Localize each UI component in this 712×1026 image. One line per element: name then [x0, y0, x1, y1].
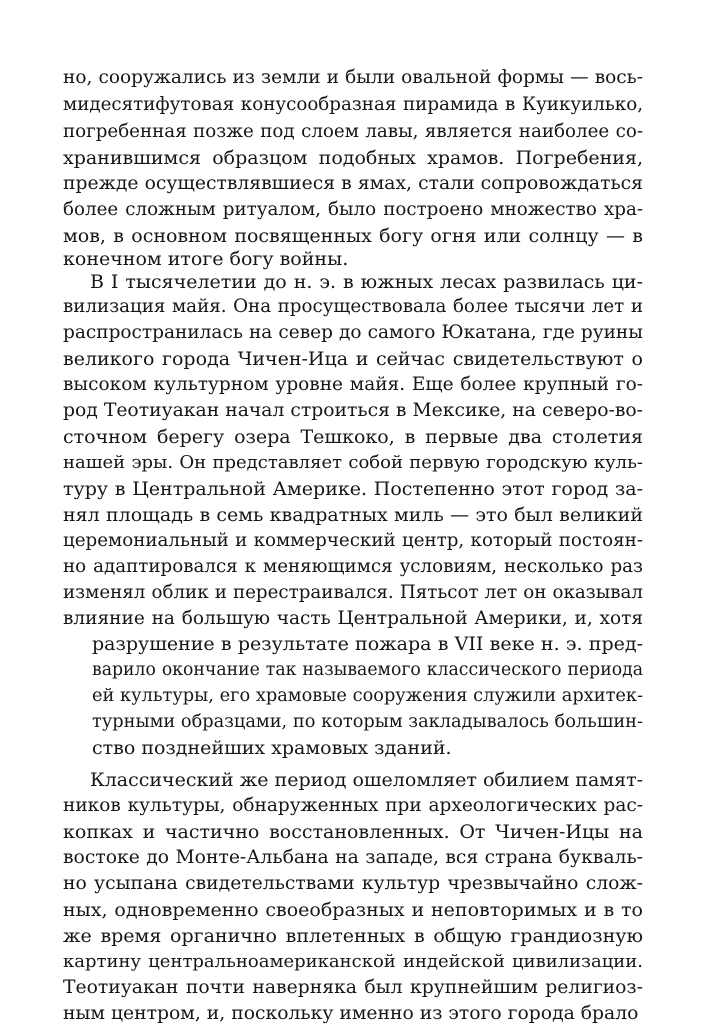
text-line: Теотиуакан почти наверняка был крупнейшим религиоз- — [63, 977, 643, 998]
text-line: копках и частично восстановленных. От Чичен-Ицы на — [63, 821, 643, 843]
text-line: великого города Чичен-Ица и сейчас свидетельствуют о — [63, 348, 643, 370]
text-line: прежде осуществлявшиеся в ямах, стали сопровождаться — [63, 173, 643, 194]
text-line: церемониальный и коммерческий центр, который постоян- — [63, 530, 643, 551]
text-line: но адаптировался к меняющимся условиям, несколько раз — [63, 556, 643, 577]
text-line: ей культуры, его храмовые сооружения служили архитек- — [92, 686, 643, 706]
text-line: разрушение в результате пожара в VII веке н. э. пред- — [92, 633, 643, 655]
text-line: более сложным ритуалом, было построено множество хра- — [63, 199, 643, 220]
text-line: ных, одновременно своеобразных и неповторимых и в то — [63, 899, 643, 921]
text-line: но, сооружались из земли и были овальной формы — вось- — [63, 67, 643, 88]
text-line: нашей эры. Он представляет собой первую городскую куль- — [63, 452, 643, 473]
text-line: картину центральноамериканской индейской цивилизации. — [63, 951, 643, 972]
text-line: В I тысячелетии до н. э. в южных лесах развилась ци- — [90, 271, 643, 293]
text-line: мидесятифутовая конусообразная пирамида в Куикуилько, — [63, 94, 643, 115]
text-line: ство позднейших храмовых зданий. — [92, 737, 452, 759]
text-line: погребенная позже под слоем лавы, является наиболее со- — [63, 121, 643, 142]
text-line: хранившимся образцом подобных храмов. Погребения, — [63, 147, 643, 169]
text-line: ников культуры, обнаруженных при археологических рас- — [63, 795, 643, 816]
text-line: сточном берегу озера Тешкоко, в первые два столетия — [63, 426, 643, 448]
text-line: вилизация майя. Она просуществовала более тысячи лет и — [63, 296, 643, 317]
text-line: варило окончание так называемого классического периода — [92, 660, 643, 680]
text-line: но усыпана свидетельствами культур чрезвычайно слож- — [63, 873, 643, 894]
text-line: же время органично вплетенных в общую грандиозную — [63, 925, 643, 947]
text-line: востоке до Монте-Альбана на западе, вся страна букваль- — [63, 847, 643, 868]
text-line: влияние на большую часть Центральной Америки, и, хотя — [63, 608, 643, 629]
text-line: высоком культурном уровне майя. Еще более крупный го- — [63, 374, 643, 395]
text-line: турными образцами, по которым закладывалось большин- — [92, 712, 643, 732]
text-line: род Теотиуакан начал строиться в Мексике, на северо-во- — [63, 400, 643, 421]
text-line: распространилась на север до самого Юкатана, где руины — [63, 322, 643, 343]
text-line: мов, в основном посвященных богу огня или солнцу — в — [63, 225, 643, 247]
text-line: Классический же период ошеломляет обилием памят- — [90, 769, 643, 791]
text-line: туру в Центральной Америке. Постепенно этот город за- — [63, 478, 643, 500]
text-line: конечном итоге богу войны. — [63, 248, 349, 270]
text-line: изменял облик и перестраивался. Пятьсот лет он оказывал — [63, 582, 643, 603]
text-line: ным центром, и, поскольку именно из этого города брало — [63, 1003, 639, 1024]
text-line: нял площадь в семь квадратных миль — это был великий — [63, 504, 643, 526]
